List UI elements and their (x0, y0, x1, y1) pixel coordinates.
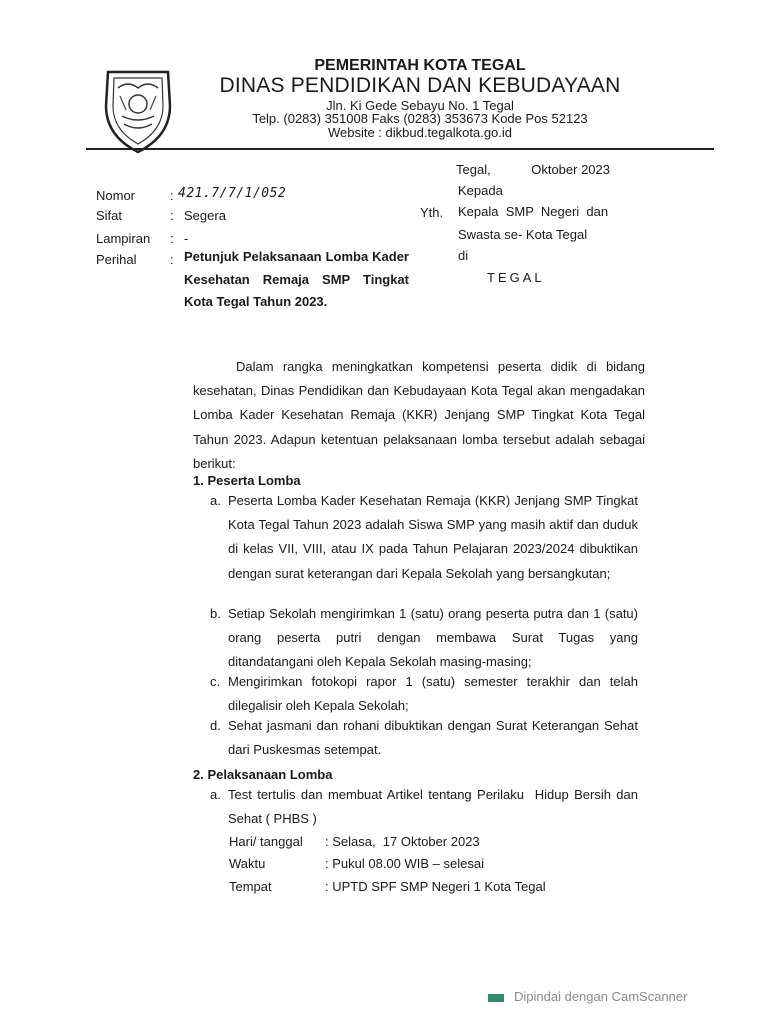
yth-label: Yth. (420, 205, 444, 220)
list-marker: b. (210, 606, 221, 621)
section-title-peserta: 1. Peserta Lomba (193, 473, 301, 488)
list-marker: a. (210, 787, 221, 802)
nomor-colon: : (170, 188, 174, 203)
list-item (210, 602, 640, 672)
list-item-text: Peserta Lomba Kader Kesehatan Remaja (KKR) Jenjang SMP Tingkat Kota Tegal Tahun 2023 adalah Siswa SMP yang masih aktif dan duduk di kelas VII, VIII, atau IX pada Tahun Pelajaran 2023/2024 dibuktikan dengan surat keterangan dari Kepala Sekolah yang bersangkutan; (228, 493, 638, 581)
perihal-label: Perihal (96, 252, 137, 267)
sifat-colon: : (170, 208, 174, 223)
office-contact: Telp. (0283) 351008 Faks (0283) 353673 Kode Pos 52123 (252, 111, 588, 126)
detail-value-time: : Pukul 08.00 WIB – selesai (325, 856, 484, 871)
detail-label-time: Waktu (229, 856, 266, 871)
kepada-label: Kepada (458, 183, 503, 198)
nomor-value: 421.7/7/1/052 (178, 186, 287, 201)
section-title-pelaksanaan: 2. Pelaksanaan Lomba (193, 767, 333, 782)
lampiran-value: - (184, 231, 189, 246)
list-item-text: Sehat jasmani dan rohani dibuktikan dengan Surat Keterangan Sehat dari Puskesmas setempat. (228, 718, 638, 758)
lampiran-colon: : (170, 231, 174, 246)
scanner-watermark (488, 989, 687, 1004)
letter-city: Tegal, (456, 162, 491, 177)
list-marker: d. (210, 718, 221, 733)
list-item (210, 670, 640, 718)
department-name: DINAS PENDIDIKAN DAN KEBUDAYAAN (219, 74, 621, 97)
list-item-text: Setiap Sekolah mengirimkan 1 (satu) orang peserta putra dan 1 (satu) orang peserta putri dengan membawa Surat Tugas yang ditandatangani oleh Kepala Sekolah masing-masing; (228, 606, 638, 670)
letter-date: Oktober 2023 (531, 162, 610, 177)
nomor-label: Nomor (96, 188, 136, 203)
city-coat-of-arms-icon (100, 66, 176, 156)
list-item (210, 714, 640, 762)
office-address: Jln. Ki Gede Sebayu No. 1 Tegal (326, 98, 514, 113)
detail-label-date: Hari/ tanggal (229, 834, 303, 849)
lampiran-label: Lampiran (96, 231, 151, 246)
list-item-text: Test tertulis dan membuat Artikel tentang Perilaku Hidup Bersih dan Sehat ( PHBS ) (228, 787, 642, 827)
list-item (210, 489, 640, 599)
perihal-value: Petunjuk Pelaksanaan Lomba Kader Kesehatan Remaja SMP Tingkat Kota Tegal Tahun 2023. (184, 249, 409, 309)
camscanner-logo-icon (488, 994, 504, 1002)
recipient-line-1: Kepala SMP Negeri dan (458, 204, 609, 219)
recipient-line-2: Swasta se- Kota Tegal (458, 227, 588, 242)
list-marker: a. (210, 493, 221, 508)
letterhead-divider (86, 148, 714, 150)
scanner-text: Dipindai dengan CamScanner (514, 989, 688, 1004)
place-date (456, 162, 610, 177)
di-label: di (458, 248, 469, 263)
office-website: Website : dikbud.tegalkota.go.id (327, 125, 513, 140)
intro-paragraph: Dalam rangka meningkatkan kompetensi peserta didik di bidang kesehatan, Dinas Pendidikan dan Kebudayaan Kota Tegal akan mengadakan Lomba Kader Kesehatan Remaja (KKR) Jenjang SMP Tingkat Kota Tegal Tahun 2023. Adapun ketentuan pelaksanaan lomba tersebut adalah sebagai berikut: (193, 359, 645, 471)
list-marker: c. (210, 674, 221, 689)
detail-value-date: : Selasa, 17 Oktober 2023 (325, 834, 480, 849)
detail-value-place: : UPTD SPF SMP Negeri 1 Kota Tegal (325, 879, 546, 894)
government-name: PEMERINTAH KOTA TEGAL (314, 57, 526, 74)
detail-label-place: Tempat (229, 879, 272, 894)
sifat-label: Sifat (96, 208, 123, 223)
recipient-destination: TEGAL (487, 270, 545, 285)
perihal-colon: : (170, 252, 174, 267)
list-item (210, 783, 640, 831)
list-item-text: Mengirimkan fotokopi rapor 1 (satu) semester terakhir dan telah dilegalisir oleh Kepala Sekolah; (228, 674, 638, 714)
sifat-value: Segera (184, 208, 226, 223)
